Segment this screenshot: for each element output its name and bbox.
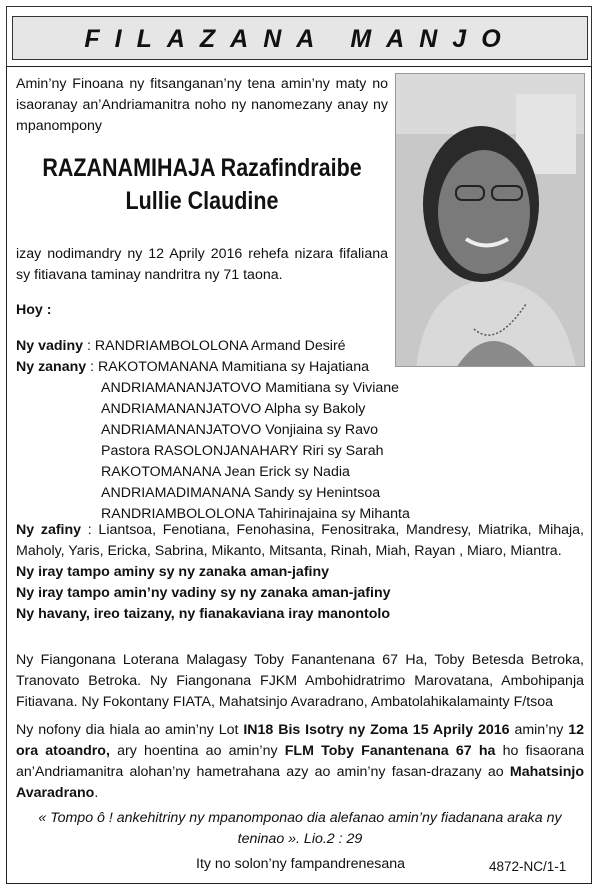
relatives-line: Ny iray tampo amin’ny vadiny sy ny zanaka aman-jafiny bbox=[16, 585, 391, 601]
reference-code: 4872-NC/1-1 bbox=[489, 859, 567, 874]
deceased-name bbox=[40, 152, 363, 218]
hoy-label: Hoy : bbox=[16, 302, 52, 318]
children-item: ANDRIAMANANJATOVO Mamitiana sy Viviane bbox=[101, 380, 400, 396]
grandchildren-label: Ny zafiny bbox=[16, 522, 82, 538]
children-item: ANDRIAMADIMANANA Sandy sy Henintsoa bbox=[101, 485, 381, 501]
relatives-line: Ny iray tampo aminy sy ny zanaka aman-jafiny bbox=[16, 564, 330, 580]
children-item: ANDRIAMANANJATOVO Alpha sy Bakoly bbox=[101, 401, 366, 417]
footer-note: Ity no solon’ny fampandrenesana bbox=[196, 856, 406, 872]
funeral-paragraph bbox=[16, 720, 584, 804]
other-relatives bbox=[16, 562, 586, 625]
funeral-church: FLM Toby Fanantenana 67 ha bbox=[284, 743, 496, 759]
relatives-line: Ny havany, ireo taizany, ny fianakaviana iray manontolo bbox=[16, 606, 390, 622]
death-notice: izay nodimandry ny 12 Aprily 2016 rehefa nizara fifaliana sy fitiavana taminay nandritra ny 71 taona. bbox=[16, 246, 388, 283]
funeral-text: ho fisaorana an’Andriamanitra alohan’ny hametrahana azy ao amin’ny fasan-drazany ao bbox=[16, 743, 584, 780]
family-list bbox=[16, 336, 582, 525]
funeral-text: amin’ny bbox=[509, 722, 569, 738]
churches-paragraph: Ny Fiangonana Loterana Malagasy Toby Fanantenana 67 Ha, Toby Betesda Betroka, Tranovato Betroka. Ny Fiangonana FJKM Ambohidratrimo Marovatana, Ambohipanja Fitiavana. Ny Fokontany FIATA, Mahatsinjo Avaradrano, Ambatolahikalamainty F/tsoa bbox=[16, 652, 584, 710]
funeral-text: Ny nofony dia hiala ao amin’ny Lot bbox=[16, 722, 244, 738]
spouse-value: : RANDRIAMBOLOLONA Armand Desiré bbox=[83, 338, 346, 354]
notice-title: FILAZANA MANJO bbox=[12, 16, 588, 60]
deceased-photo bbox=[395, 73, 585, 367]
children-item: RAKOTOMANANA Jean Erick sy Nadia bbox=[101, 464, 350, 480]
children-item: Pastora RASOLONJANAHARY Riri sy Sarah bbox=[101, 443, 384, 459]
burial-place: Mahatsinjo Avaradrano bbox=[16, 764, 584, 801]
children-item: ANDRIAMANANJATOVO Vonjiaina sy Ravo bbox=[101, 422, 379, 438]
spouse-label: Ny vadiny bbox=[16, 338, 84, 354]
grandchildren-value: : Liantsoa, Fenotiana, Fenohasina, Fenositraka, Mandresy, Miatrika, Mihaja, Maholy, Yaris, Ericka, Sabrina, Mikanto, Mitsanta, Rinah, Miah, Rayan , Miaro, Miantra. bbox=[16, 522, 584, 559]
funeral-text: ary hoentina ao amin’ny bbox=[109, 743, 285, 759]
children-first: : RAKOTOMANANA Mamitiana sy Hajatiana bbox=[86, 359, 369, 375]
spouse-row bbox=[16, 336, 582, 357]
deceased-name-line1: RAZANAMIHAJA Razafindraibe bbox=[42, 154, 362, 182]
children-row bbox=[16, 357, 582, 378]
portrait-image bbox=[396, 74, 585, 367]
children-label: Ny zanany bbox=[16, 359, 87, 375]
intro-text: Amin’ny Finoana ny fitsanganan’ny tena amin’ny maty no isaoranay an’Andriamanitra noho ny nanomezany anay ny mpanompony bbox=[16, 76, 388, 134]
funeral-text: . bbox=[94, 785, 99, 801]
funeral-location-date: IN18 Bis Isotry ny Zoma 15 Aprily 2016 bbox=[243, 722, 510, 738]
children-item: RANDRIAMBOLOLONA Tahirinajaina sy Mihanta bbox=[101, 506, 410, 522]
funeral-time: 12 ora atoandro, bbox=[16, 722, 584, 759]
bible-verse: « Tompo ô ! ankehitriny ny mpanomponao dia alefanao amin’ny fiadanana araka ny teninao ». Lio.2 : 29 bbox=[38, 810, 562, 847]
deceased-name-line2: Lullie Claudine bbox=[125, 187, 279, 215]
grandchildren-paragraph bbox=[16, 520, 584, 562]
